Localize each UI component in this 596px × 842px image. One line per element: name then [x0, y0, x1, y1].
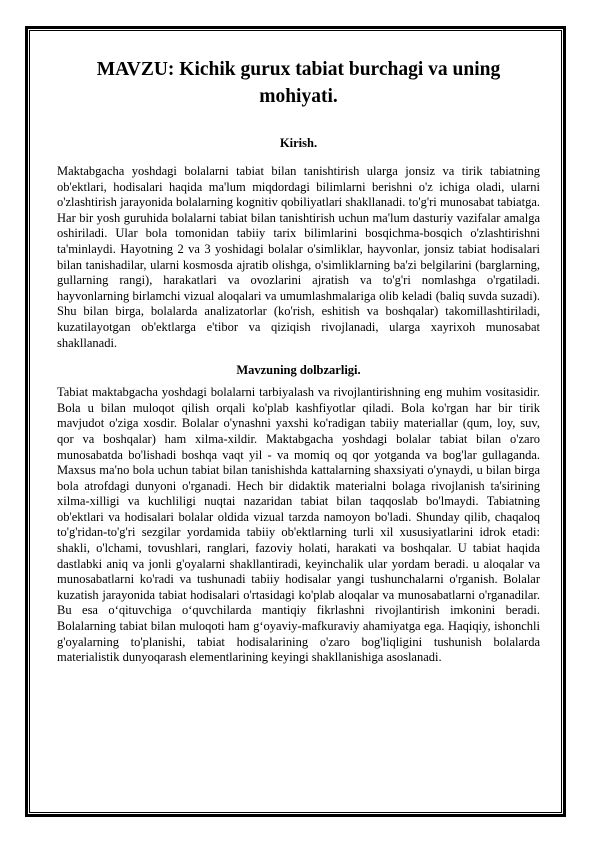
section-heading-relevance: Mavzuning dolbzarligi. [236, 363, 361, 378]
document-title: MAVZU: Kichik gurux tabiat burchagi va uning mohiyati. [96, 59, 501, 107]
relevance-paragraph: Tabiat maktabgacha yoshdagi bolalarni tarbiyalash va rivojlantirishning eng muhim vositasidir. Bola u bilan muloqot qilish orqali ko'plab kashfiyotlar qiladi. Bola ko'rgan har bir tirik mavjudot o'ziga xosdir. Bolalar o'ynashni yaxshi ko'radigan tabiiy materiallar (qum, loy, suv, qor va boshqalar) ham xilma-xildir. Maktabgacha yoshdagi bolalar tabiat bilan o'zaro munosabatda bo'lishadi boshqa vaqt yil - va momiq oq qor yotganda va bog'lar gullaganda. Maxsus ma'no bola uchun tabiat bilan tanishishda kattalarning shaxsiyati o'ynaydi, u bilan birga bola atrofdagi dunyoni o'rganadi. Hech bir didaktik materialni bolaga rivojlanish ta'sirining xilma-xilligi va kuchliligi nuqtai nazaridan tabiat bilan taqqoslab bo'lmaydi. Tabiatning ob'ektlari va hodisalari bolalar oldida vizual tarzda namoyon bo'ladi. Shunday qilib, chaqaloq to'g'ridan-to'g'ri sezgilar yordamida tabiiy ob'ektlarning turli xil xususiyatlarini idrok etadi: shakli, o'lchami, tovushlari, ranglari, fazoviy holati, harakati va boshqalar. U tabiat haqida dastlabki aniq va jonli g'oyalarni shakllantiradi, keyinchalik ular yordam beradi. u aloqalar va munosabatlarni ko'radi va tushunadi tabiiy hodisalar yangi tushunchalarni o'rganish. Bolalar kuzatish jarayonida tabiat hodisalari o'rtasidagi ko'plab aloqalar va munosabatlarni o'rganadilar. Bu esa o‘qituvchiga o‘quvchilarda mantiqiy fikrlashni rivojlantirish imkonini beradi. Bolalarning tabiat bilan muloqoti ham g‘oyaviy-mafkuraviy ahamiyatga ega. Haqiqiy, ishonchli g'oyalarning to'planishi, tabiat hodisalarining o'zaro bog'liqligini tushunish bolalarda materialistik dunyoqarash elementlarining keyingi shakllanishiga asoslanadi. [57, 385, 540, 665]
introduction-paragraph: Maktabgacha yoshdagi bolalarni tabiat bilan tanishtirish ularga jonsiz va tirik tabiatning ob'ektlari, hodisalari haqida ma'lum miqdordagi bilimlarni berishni o'z ichiga oladi, ularni o'zlashtirish jarayonida bolalarning kognitiv qobiliyatlari shakllanadi. to'g'ri munosabat tabiatga. Har bir yosh guruhida bolalarni tabiat bilan tanishtirish uchun ma'lum dasturiy vazifalar amalga oshiriladi. Ular bola tomonidan tabiiy tarix bilimlarini bosqichma-bosqich o'zlashtirishni ta'minlaydi. Hayotning 2 va 3 yoshidagi bolalar o'simliklar, hayvonlar, jonsiz tabiat hodisalari bilan tanishadilar, ularni kosmosda ajratib olishga, o'simliklarning ba'zi belgilarini (barglarning, gullarning rangi), harakatlari va ovozlarini ajratish va to'g'ri nomlashga o'rgatiladi. hayvonlarning birlamchi vizual aloqalari va umumlashmalariga olib keladi (baliq suvda suzadi). Shu bilan birga, bolalarda analizatorlar (ko'rish, eshitish va boshqalar) takomillashtiriladi, kuzatilayotgan ob'ektlarga e'tibor va qiziqish rivojlanadi, ularga xayrixoh munosabat shakllanadi. [57, 164, 540, 350]
document-body [57, 56, 540, 666]
section-heading-introduction: Kirish. [279, 136, 318, 150]
